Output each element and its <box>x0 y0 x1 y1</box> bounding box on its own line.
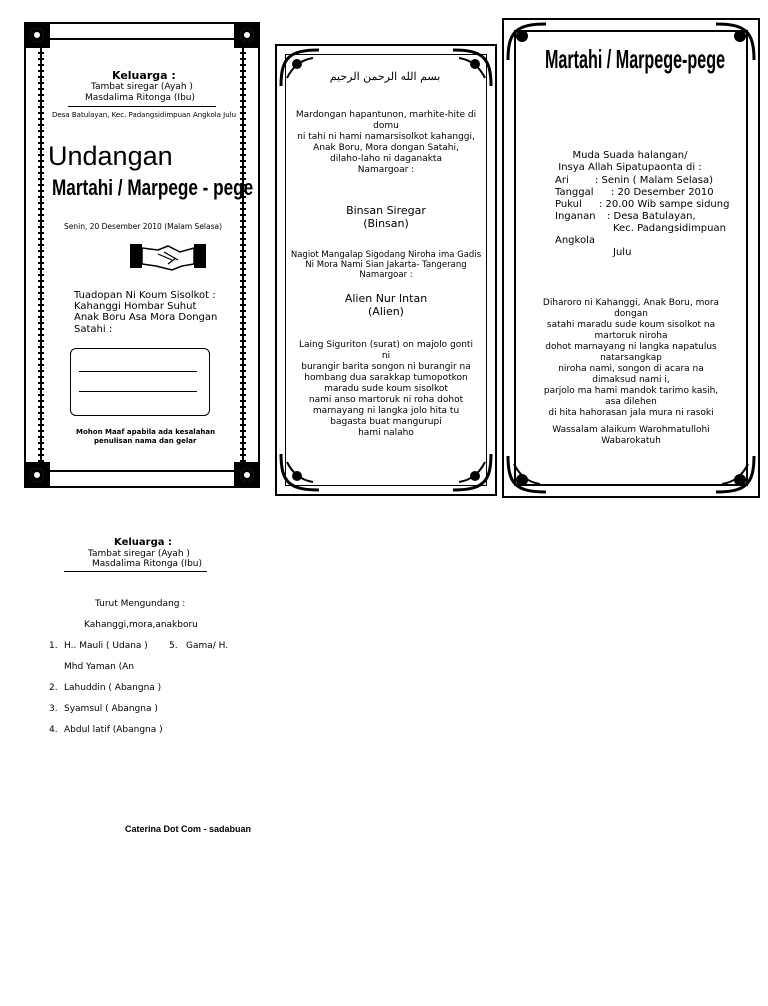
arabic-basmalah: بسم الله الرحمن الرحيم <box>329 70 441 83</box>
kahanggi-line: Kahanggi,mora,anakboru <box>84 620 198 630</box>
list-number: 1. <box>49 641 58 651</box>
inganan-line-4: Julu <box>613 247 632 258</box>
tuadopan-line-1: Tuadopan Ni Koum Sisolkot : <box>74 290 216 301</box>
text-line: parjolo ma hami mandok tarimo kasih, <box>543 386 719 396</box>
corner-ornament-icon <box>24 22 50 48</box>
letter-closing <box>283 340 489 439</box>
text-line: hami nalaho <box>358 428 414 438</box>
floral-ornament-icon <box>506 454 554 494</box>
pukul-value: : 20.00 Wib sampe sidung <box>599 199 730 210</box>
text-line: asa dilehen <box>605 397 657 407</box>
tuadopan-line-2: Kahanggi Hombar Suhut <box>74 301 197 312</box>
letter-intro <box>283 110 489 176</box>
divider <box>64 571 207 572</box>
list-item <box>49 641 229 662</box>
ari-label: Ari <box>555 175 569 186</box>
text-line: maradu sude koum sisolkot <box>324 384 448 394</box>
inganan-label: Inganan <box>555 211 596 222</box>
family-heading: Keluarga : <box>114 537 172 548</box>
text-line: nami anso martoruk ni roha dohot <box>308 395 464 405</box>
ari-value: : Senin ( Malam Selasa) <box>595 175 713 186</box>
name-line <box>79 371 197 372</box>
mother-name: Masdalima Ritonga (Ibu) <box>85 93 196 103</box>
text-line: Diharoro ni Kahanggi, Anak Boru, mora <box>542 298 720 308</box>
corner-ornament-icon <box>234 22 260 48</box>
text-line: Anak Boru, Mora dongan Satahi, <box>313 143 459 153</box>
list-number: 4. <box>49 725 58 735</box>
closing-greeting <box>512 425 750 447</box>
event-date: Senin, 20 Desember 2010 (Malam Selasa) <box>64 222 223 231</box>
list-number: 2. <box>49 683 58 693</box>
tanggal-value: : 20 Desember 2010 <box>611 187 714 198</box>
footer-credit: Caterina Dot Com - sadabuan <box>125 824 252 834</box>
text-line: satahi maradu sude koum sisolkot na <box>546 320 716 330</box>
text-line: dohot marnayang ni langka napatulus <box>545 342 717 352</box>
list-text: Gama/ H. <box>186 641 229 651</box>
event-title: Martahi / Marpege-pege <box>545 44 726 74</box>
list-text: Lahuddin ( Abangna ) <box>64 683 162 693</box>
text-line: Muda Suada halangan/ <box>572 150 688 161</box>
letter-middle <box>281 250 491 280</box>
text-line: bagasta buat mangurupi <box>330 417 442 427</box>
inviters-list <box>49 641 229 746</box>
corner-ornament-icon <box>234 462 260 488</box>
detail-row <box>555 175 755 187</box>
tanggal-label: Tanggal <box>555 187 594 198</box>
text-line: ni tahi ni hami namarsisolkot kahanggi, <box>297 132 475 142</box>
detail-row <box>555 211 755 223</box>
intro-lines <box>510 150 750 174</box>
event-details <box>555 175 755 259</box>
guest-name-box <box>70 348 210 416</box>
text-line: Wabarokatuh <box>601 436 661 446</box>
tuadopan-line-3: Anak Boru Asa Mora Dongan <box>74 312 218 323</box>
bride-nickname: (Alien) <box>368 305 404 318</box>
text-line: Ni Mora Nami Sian Jakarta- Tangerang <box>305 260 467 270</box>
groom-name: Binsan Siregar <box>346 204 426 217</box>
text-line: Laing Siguriton (surat) on majolo gonti <box>299 340 473 350</box>
detail-row <box>555 187 755 199</box>
undangan-title: Undangan <box>48 141 173 171</box>
text-line: Namargoar : <box>359 270 413 280</box>
list-item <box>49 725 229 746</box>
text-line: natarsangkap <box>600 353 662 363</box>
floral-ornament-icon <box>708 454 756 494</box>
text-line: domu <box>373 121 399 131</box>
family-heading: Keluarga : <box>112 69 176 82</box>
event-subtitle: Martahi / Marpege - pege <box>52 175 254 200</box>
address: Desa Batulayan, Kec. Padangsidimpuan Angkola Julu <box>52 111 237 119</box>
text-line: di hita hahorasan jala mura ni rasoki <box>548 408 714 418</box>
text-line: ni <box>381 351 391 361</box>
groom-nickname: (Binsan) <box>363 217 409 230</box>
text-line: hombang dua sarakkap tumopotkon <box>304 373 468 383</box>
text-line: martoruk niroha <box>594 331 668 341</box>
list-item <box>49 683 229 704</box>
list-item <box>49 704 229 725</box>
inganan-line-2: Kec. Padangsidimpuan <box>613 223 726 234</box>
father-name: Tambat siregar (Ayah ) <box>91 82 193 92</box>
divider <box>68 106 216 107</box>
corner-ornament-icon <box>24 462 50 488</box>
list-text: Abdul latif (Abangna ) <box>64 725 163 735</box>
apology-line-1: Mohon Maaf apabila ada kesalahan <box>76 428 216 436</box>
list-text: Syamsul ( Abangna ) <box>64 704 158 714</box>
list-number: 5. <box>169 641 178 651</box>
text-line: dimaksud nami i, <box>592 375 670 385</box>
tuadopan-line-4: Satahi : <box>74 324 113 335</box>
text-line: Insya Allah Sipatupaonta di : <box>558 162 702 173</box>
groom <box>283 204 489 230</box>
apology-line-2: penulisan nama dan gelar <box>94 437 197 445</box>
inganan-value: : Desa Batulayan, <box>607 211 696 222</box>
invitation-paragraph <box>512 298 750 419</box>
list-number: 3. <box>49 704 58 714</box>
father-name: Tambat siregar (Ayah ) <box>88 549 190 559</box>
text-line: burangir barita songon ni burangir na <box>301 362 471 372</box>
name-line <box>79 391 197 392</box>
text-line: niroha nami, songon di acara na <box>558 364 704 374</box>
text-line: Namargoar : <box>357 165 415 175</box>
mother-name: Masdalima Ritonga (Ibu) <box>92 559 203 569</box>
list-text: H.. Mauli ( Udana ) <box>64 641 148 651</box>
turut-mengundang: Turut Mengundang : <box>95 599 186 609</box>
bride <box>283 292 489 318</box>
list-item <box>49 662 229 683</box>
text-line: dilaho-laho ni daganakta <box>330 154 442 164</box>
floral-ornament-icon <box>279 452 327 492</box>
text-line: dongan <box>614 309 648 319</box>
text-line: Wassalam alaikum Warohmatullohi <box>552 425 710 435</box>
text-line: Mardongan hapantunon, marhite-hite di <box>295 110 477 120</box>
text-line: marnayang ni langka jolo hita tu <box>312 406 460 416</box>
detail-row <box>555 199 755 211</box>
handshake-icon <box>128 240 208 274</box>
text-line: Nagiot Mangalap Sigodang Niroha ima Gadis <box>290 250 482 260</box>
list-text: Mhd Yaman (An <box>64 662 135 672</box>
pukul-label: Pukul <box>555 199 582 210</box>
bride-name: Alien Nur Intan <box>344 292 428 305</box>
inganan-line-3: Angkola <box>555 235 595 246</box>
floral-ornament-icon <box>445 452 493 492</box>
